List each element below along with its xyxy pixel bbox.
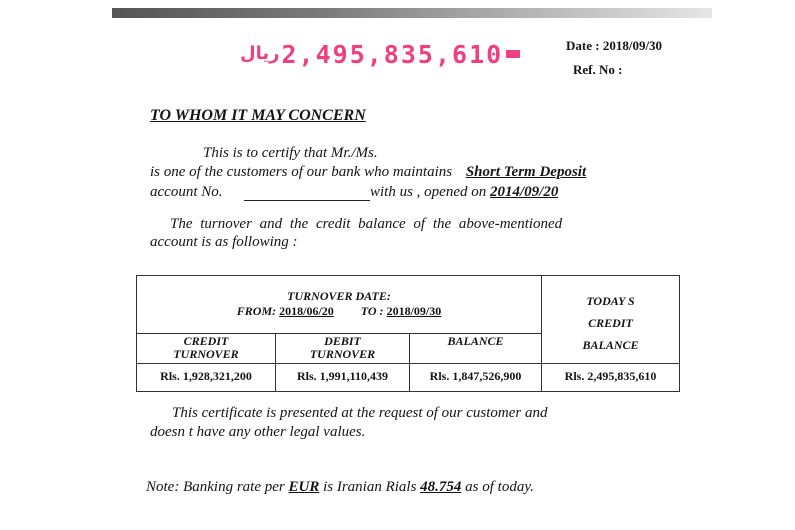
turnover-date-range — [137, 305, 541, 318]
credit-header-line2: TURNOVER — [173, 347, 239, 361]
note-prefix: Note: Banking rate per — [146, 479, 285, 495]
opened-text: with us , opened on — [370, 184, 487, 200]
date-label: Date : — [566, 38, 603, 53]
stamp-figure: 2,495,835,610 — [281, 39, 504, 69]
opened-line — [370, 184, 558, 201]
account-prefix: account No. — [150, 184, 223, 200]
from-date: 2018/06/20 — [279, 304, 334, 318]
note-middle: is Iranian Rials — [323, 479, 417, 495]
credit-header-line1: CREDIT — [183, 334, 229, 348]
debit-header-line2: TURNOVER — [309, 347, 376, 361]
debit-turnover-header — [276, 335, 409, 361]
note-rate: 48.754 — [420, 479, 462, 495]
legal-values: doesn t have any other legal values. — [150, 424, 366, 440]
date-line — [566, 38, 662, 54]
today-balance-value: Rls. 2,495,835,610 — [564, 369, 657, 383]
stamp-end-mark — [506, 50, 520, 58]
customer-line — [150, 164, 586, 181]
note-currency: EUR — [288, 479, 320, 495]
debit-turnover-value: Rls. 1,991,110,439 — [296, 369, 388, 383]
today-header-line2: CREDIT — [588, 316, 633, 330]
turnover-date-label: TURNOVER DATE: — [287, 289, 391, 303]
note-suffix: as of today. — [465, 479, 534, 495]
customer-line-text: is one of the customers of our bank who maintains — [150, 164, 453, 180]
table-divider-h-values — [137, 363, 679, 364]
opened-date: 2014/09/20 — [490, 184, 559, 200]
turnover-intro-2: account is as following : — [150, 234, 298, 250]
today-header-line1: TODAY S — [586, 294, 635, 308]
credit-turnover-value: Rls. 1,928,321,200 — [160, 369, 252, 383]
ref-number: Ref. No : — [573, 62, 623, 77]
date-value: 2018/09/30 — [602, 38, 663, 53]
page-title: TO WHOM IT MAY CONCERN — [150, 107, 366, 124]
today-header-line3: BALANCE — [582, 338, 639, 352]
certificate-purpose: This certificate is presented at the request of our customer and — [172, 405, 548, 421]
stamped-amount — [240, 40, 520, 68]
stamp-currency: ريال — [240, 43, 280, 64]
account-type: Short Term Deposit — [465, 164, 587, 180]
certify-line: This is to certify that Mr./Ms. — [203, 145, 378, 161]
today-credit-balance-header — [542, 290, 679, 356]
from-label: FROM: — [236, 304, 277, 318]
to-date: 2018/09/30 — [386, 304, 442, 318]
exchange-rate-note — [146, 479, 534, 496]
turnover-table — [136, 275, 680, 392]
balance-header: BALANCE — [447, 334, 504, 348]
to-label: TO : — [360, 304, 384, 318]
balance-value: Rls. 1,847,526,900 — [429, 369, 522, 383]
debit-header-line1: DEBIT — [324, 334, 361, 348]
credit-turnover-header — [137, 335, 275, 361]
header-bar — [112, 8, 712, 18]
account-number-blank — [244, 200, 370, 201]
turnover-intro: The turnover and the credit balance of the above-mentioned — [170, 216, 563, 232]
